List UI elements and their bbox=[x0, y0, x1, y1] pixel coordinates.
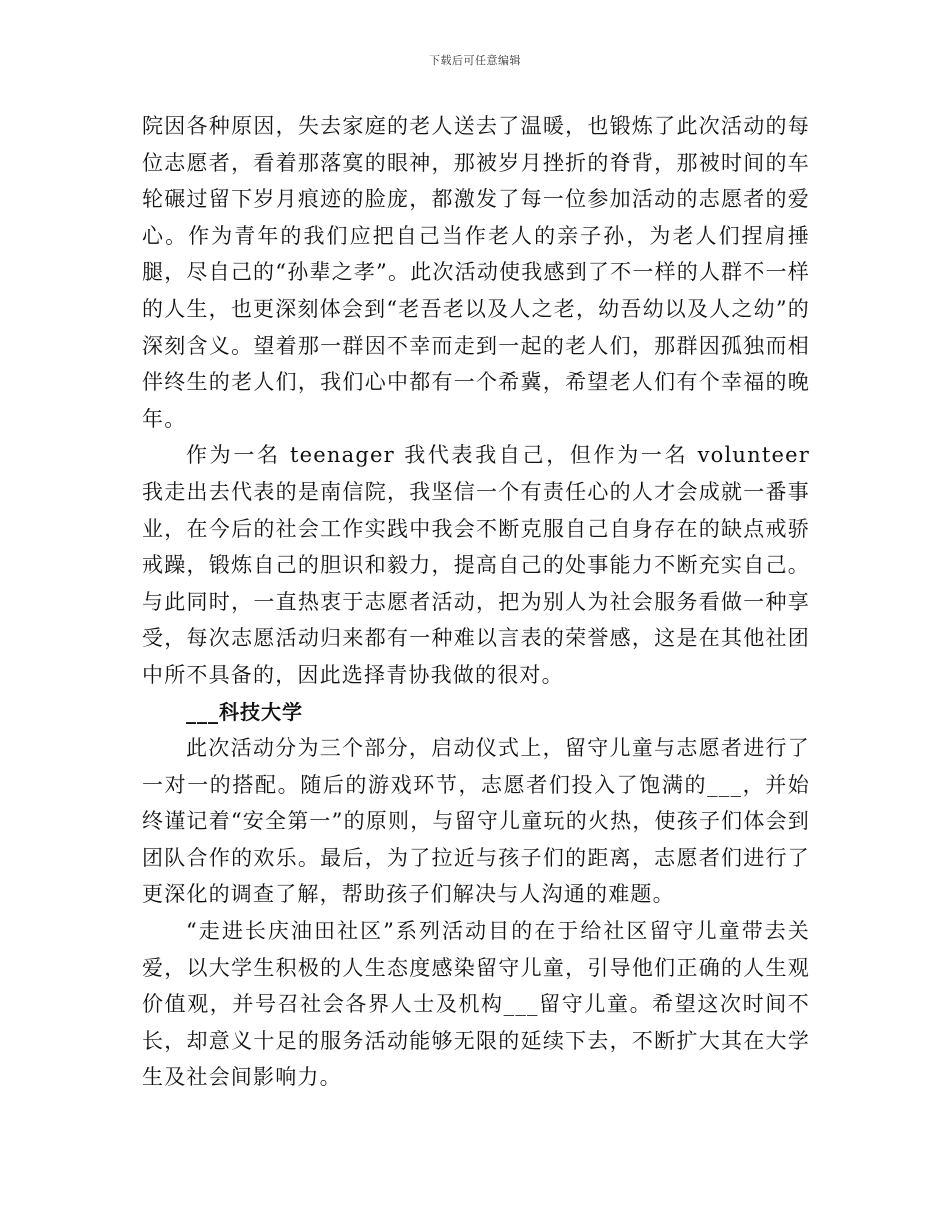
page-header: 下载后可任意编辑 bbox=[429, 54, 521, 67]
paragraph-activity-parts: 此次活动分为三个部分，启动仪式上，留守儿童与志愿者进行了一对一的搭配。随后的游戏环节，志愿者们投入了饱满的___，并始终谨记着“安全第一”的原则，与留守儿童玩的火热，使孩子们体会到团队合作的欢乐。最后，为了拉近与孩子们的距离，志愿者们进行了更深化的调查了解，帮助孩子们解决与人沟通的难题。 bbox=[142, 736, 810, 907]
section-heading: ___科技大学 bbox=[186, 699, 303, 724]
paragraph-continuation: 院因各种原因，失去家庭的老人送去了温暖，也锻炼了此次活动的每位志愿者，看着那落寞的眼神，那被岁月挫折的脊背，那被时间的车轮碾过留下岁月痕迹的脸庞，都激发了每一位参加活动的志愿者的爱心。作为青年的我们应把自己当作老人的亲子孙，为老人们捏肩捶腿，尽自己的“孙辈之孝”。此次活动使我感到了不一样的人群不一样的人生，也更深刻体会到“老吾老以及人之老，幼吾幼以及人之幼”的深刻含义。望着那一群因不幸而走到一起的老人们，那群因孤独而相伴终生的老人们，我们心中都有一个希冀，希望老人们有个幸福的晚年。 bbox=[142, 114, 810, 431]
paragraph-volunteer-reflection: 作为一名 teenager 我代表我自己，但作为一名 volunteer 我走出去代表的是南信院，我坚信一个有责任心的人才会成就一番事业，在今后的社会工作实践中我会不断克服自己自身存在的缺点戒骄戒躁，锻炼自己的胆识和毅力，提高自己的处事能力不断充实自己。与此同时，一直热衷于志愿者活动，把为别人为社会服务看做一种享受，每次志愿活动归来都有一种难以言表的荣誉感，这是在其他社团中所不具备的，因此选择青协我做的很对。 bbox=[142, 443, 810, 687]
paragraph-activity-purpose: “走进长庆油田社区”系列活动目的在于给社区留守儿童带去关爱，以大学生积极的人生态度感染留守儿童，引导他们正确的人生观价值观，并号召社会各界人士及机构___留守儿童。希望这次时间不长，却意义十足的服务活动能够无限的延续下去，不断扩大其在大学生及社会间影响力。 bbox=[142, 919, 810, 1090]
document-body bbox=[142, 108, 810, 1096]
